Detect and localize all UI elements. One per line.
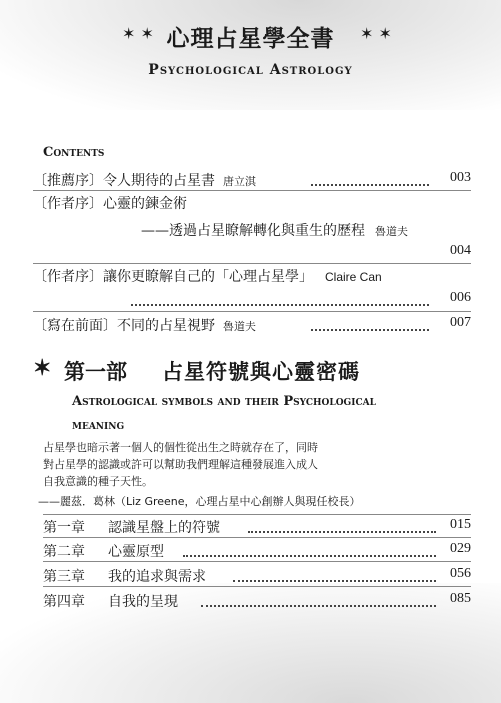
leader-dots <box>201 595 436 607</box>
leader-dots <box>311 174 429 186</box>
entry-page: 004 <box>450 243 471 258</box>
entry-author: 唐立淇 <box>223 175 256 188</box>
chapter-entry[interactable] <box>43 591 471 611</box>
divider <box>33 311 471 312</box>
book-title: 心理占星學全書 <box>166 25 335 52</box>
entry-page: 003 <box>450 170 471 185</box>
entry-title: 令人期待的占星書 <box>103 173 215 189</box>
divider <box>43 561 471 562</box>
leader-dots <box>183 545 436 557</box>
chapter-title: 自我的呈現 <box>108 594 178 610</box>
entry-author: 魯道夫 <box>223 320 256 333</box>
epigraph-quote: 占星學也暗示著一個人的個性從出生之時就存在了，同時 對占星學的認識或許可以幫助我們理解這種發展進入成人 自我意識的種子天性。 <box>43 441 318 488</box>
star-ornament-left-icon: ✶ ✶ <box>122 24 154 43</box>
chapter-entry[interactable] <box>43 566 471 586</box>
epigraph-source: ——麗茲．葛林（Liz Greene，心理占星中心創辦人與現任校長） <box>38 495 361 508</box>
toc-entry-page-line <box>33 290 471 310</box>
toc-entry-subtitle <box>33 220 471 240</box>
chapter-page: 085 <box>450 591 471 606</box>
leader-dots <box>311 319 429 331</box>
contents-heading: Contents <box>43 145 105 160</box>
leader-dots <box>233 570 436 582</box>
toc-entry[interactable] <box>33 315 471 335</box>
chapter-page: 056 <box>450 566 471 581</box>
entry-tag: 〔作者序〕 <box>33 196 103 212</box>
entry-tag: 〔寫在前面〕 <box>33 318 117 334</box>
part-title-english: Astrological symbols and their Psychological meaning <box>72 394 376 433</box>
toc-entry[interactable] <box>33 193 471 213</box>
star-icon: ✶ <box>33 355 52 381</box>
chapter-number: 第四章 <box>43 594 85 610</box>
toc-entry[interactable] <box>33 170 471 190</box>
chapter-title: 心靈原型 <box>108 544 164 560</box>
entry-tag: 〔推薦序〕 <box>33 173 103 189</box>
chapter-entry[interactable] <box>43 517 471 537</box>
entry-tag: 〔作者序〕 <box>33 269 103 285</box>
divider <box>43 586 471 587</box>
chapter-number: 第三章 <box>43 569 85 585</box>
leader-dots <box>248 521 436 533</box>
toc-entry[interactable] <box>33 266 471 286</box>
part-label: 第一部 <box>64 359 127 384</box>
leader-dots <box>131 294 429 306</box>
star-ornament-right-icon: ✶ ✶ <box>360 24 392 43</box>
entry-subtitle: ——透過占星瞭解轉化與重生的歷程 <box>141 223 365 239</box>
toc-entry-page-line <box>33 243 471 263</box>
chapter-page: 015 <box>450 517 471 532</box>
entry-page: 006 <box>450 290 471 305</box>
header-background <box>0 0 501 110</box>
entry-author: 魯道夫 <box>375 225 408 238</box>
chapter-title: 我的追求與需求 <box>108 569 206 585</box>
chapter-number: 第一章 <box>43 520 85 536</box>
divider <box>33 263 471 264</box>
book-subtitle: Psychological Astrology <box>148 62 353 78</box>
divider <box>33 190 471 191</box>
chapter-title: 認識星盤上的符號 <box>108 520 220 536</box>
entry-title: 不同的占星視野 <box>117 318 215 334</box>
part-title: 占星符號與心靈密碼 <box>162 359 360 384</box>
divider <box>43 514 471 515</box>
chapter-entry[interactable] <box>43 541 471 561</box>
divider <box>43 537 471 538</box>
chapter-page: 029 <box>450 541 471 556</box>
entry-page: 007 <box>450 315 471 330</box>
entry-author: Claire Can <box>325 270 382 284</box>
entry-title: 心靈的鍊金術 <box>103 196 187 212</box>
chapter-number: 第二章 <box>43 544 85 560</box>
entry-title: 讓你更瞭解自己的「心理占星學」 <box>103 269 313 285</box>
